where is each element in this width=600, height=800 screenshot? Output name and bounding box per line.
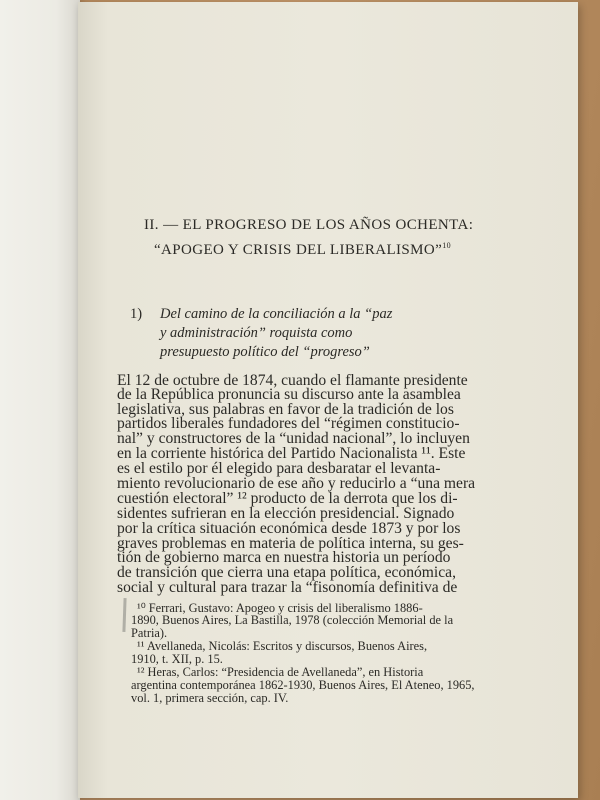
body-line: legislativa, sus palabras en favor de la tradición de los — [117, 401, 454, 418]
left-page-edge — [0, 0, 80, 800]
body-line: de la República pronuncia su discurso ante la asamblea — [117, 386, 461, 403]
body-line: miento revolucionario de ese año y reducirlo a “una mera — [117, 475, 476, 492]
section-title-line-3: presupuesto político del “progreso” — [160, 344, 370, 360]
footnote-11-line-2: 1910, t. XII, p. 15. — [131, 652, 223, 666]
section-title-line-1: Del camino de la conciliación a la “paz — [160, 306, 393, 322]
footnote-10-line-3: Patria). — [131, 626, 168, 640]
chapter-heading-line-2 — [154, 241, 451, 259]
footnote-10-line-2: 1890, Buenos Aires, La Bastilla, 1978 (colección Memorial de la — [131, 613, 454, 627]
body-line: de transición que cierra una etapa política, económica, — [117, 564, 457, 581]
footnote-12-line-3: vol. 1, primera sección, cap. IV. — [131, 691, 289, 705]
footnote-12-line-2: argentina contemporánea 1862-1930, Buenos Aires, El Ateneo, 1965, — [131, 678, 475, 692]
body-line: El 12 de octubre de 1874, cuando el flamante presidente — [117, 372, 468, 389]
body-line: tión de gobierno marca en nuestra historia un período — [117, 549, 451, 566]
body-line: social y cultural para trazar la “fisonomía definitiva de — [117, 579, 458, 596]
body-line: cuestión electoral” ¹² producto de la derrota que los di- — [117, 490, 458, 507]
body-line: graves problemas en materia de política interna, su ges- — [117, 535, 464, 552]
footnote-11-line-1: ¹¹ Avellaneda, Nicolás: Escritos y discursos, Buenos Aires, — [137, 639, 428, 653]
body-line: partidos liberales fundadores del “régimen constitucio- — [117, 415, 460, 432]
body-line: es el estilo por él elegido para desbaratar el levanta- — [117, 460, 441, 477]
chapter-heading-title: “APOGEO Y CRISIS DEL LIBERALISMO” — [154, 242, 443, 258]
section-number: 1) — [130, 306, 143, 322]
body-line: sidentes sufrieran en la elección presidencial. Signado — [117, 505, 455, 522]
footnote-10-line-1: ¹⁰ Ferrari, Gustavo: Apogeo y crisis del liberalismo 1886- — [137, 601, 423, 615]
footnote-ref-10: 10 — [442, 241, 452, 250]
chapter-heading-line-1: II. — EL PROGRESO DE LOS AÑOS OCHENTA: — [144, 217, 474, 233]
section-title-line-2: y administración” roquista como — [160, 325, 353, 341]
body-line: en la corriente histórica del Partido Nacionalista ¹¹. Este — [117, 445, 466, 462]
body-line: nal” y constructores de la “unidad nacional”, lo incluyen — [117, 430, 470, 447]
footnote-12-line-1: ¹² Heras, Carlos: “Presidencia de Avellaneda”, en Historia — [137, 665, 424, 679]
body-line: por la crítica situación económica desde 1873 y por los — [117, 520, 461, 537]
